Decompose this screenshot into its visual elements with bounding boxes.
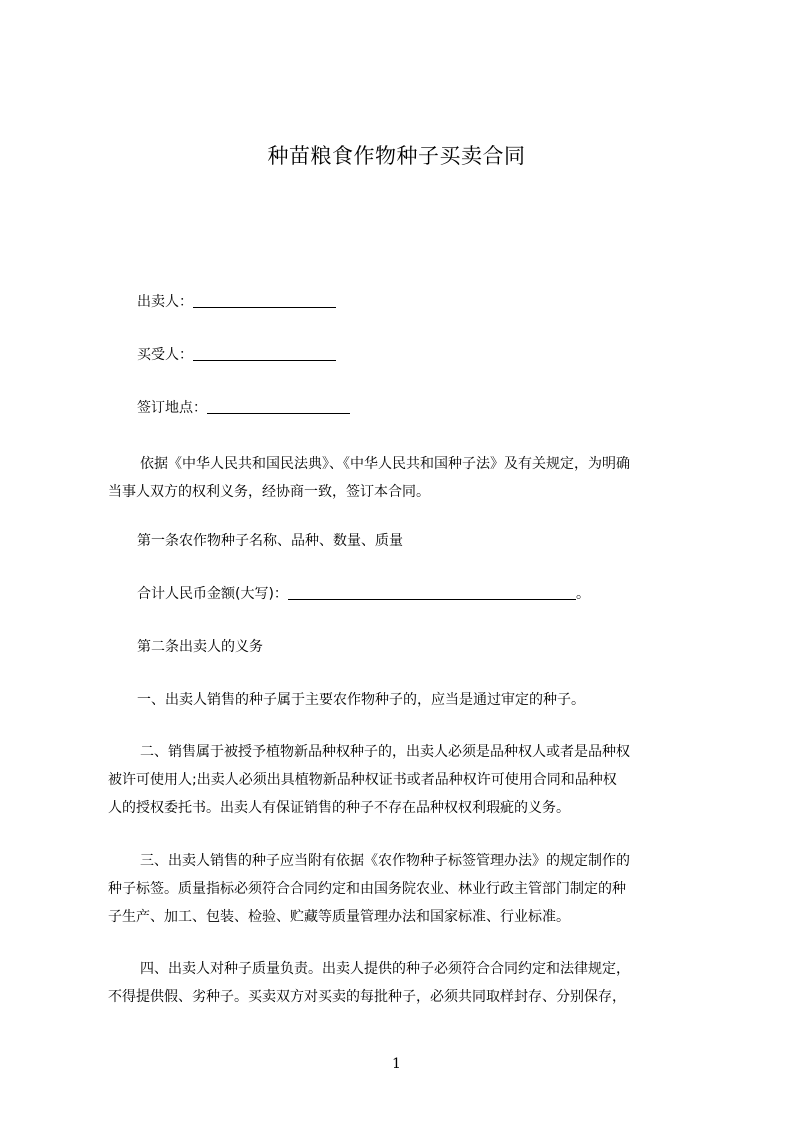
item-3-line-2: 种子标签。质量指标必须符合合同约定和由国务院农业、林业行政主管部门制定的种 — [108, 881, 626, 897]
article-2-item-3 — [108, 847, 688, 931]
intro-paragraph — [108, 450, 688, 506]
buyer-label: 买受人： — [137, 347, 193, 363]
seller-blank[interactable] — [193, 293, 336, 308]
item-3-line-3: 子生产、加工、包装、检验、贮藏等质量管理办法和国家标准、行业标准。 — [108, 909, 570, 925]
total-amount-end: 。 — [575, 586, 590, 602]
item-3-line-1: 三、出卖人销售的种子应当附有依据《农作物种子标签管理办法》的规定制作的 — [140, 853, 630, 869]
item-2-line-2: 被许可使用人;出卖人必须出具植物新品种权证书或者品种权许可使用合同和品种权 — [108, 772, 617, 788]
total-amount-blank[interactable] — [288, 585, 576, 600]
document-title: 种苗粮食作物种子买卖合同 — [267, 144, 526, 168]
buyer-blank[interactable] — [193, 346, 336, 361]
total-amount-field — [137, 584, 590, 604]
item-2-line-3: 人的授权委托书。出卖人有保证销售的种子不存在品种权权利瑕疵的义务。 — [108, 800, 570, 816]
intro-line-1: 依据《中华人民共和国民法典》、《中华人民共和国种子法》及有关规定，为明确 — [140, 456, 630, 472]
article-1-heading: 第一条农作物种子名称、品种、数量、质量 — [137, 533, 403, 549]
seller-field — [137, 292, 336, 312]
item-2-line-1: 二、销售属于被授予植物新品种权种子的，出卖人必须是品种权人或者是品种权 — [140, 744, 630, 760]
total-amount-label: 合计人民币金额(大写)： — [137, 586, 288, 602]
article-2-item-2 — [108, 738, 688, 822]
article-2-item-4 — [108, 955, 688, 1011]
page-number: 1 — [392, 1056, 401, 1072]
place-field — [137, 398, 350, 418]
place-blank[interactable] — [207, 399, 350, 414]
article-2-item-1: 一、出卖人销售的种子属于主要农作物种子的，应当是通过审定的种子。 — [137, 692, 585, 708]
place-label: 签订地点： — [137, 400, 207, 416]
item-4-line-1: 四、出卖人对种子质量负责。出卖人提供的种子必须符合合同约定和法律规定， — [140, 961, 630, 977]
item-4-line-2: 不得提供假、劣种子。买卖双方对买卖的每批种子，必须共同取样封存、分别保存， — [108, 989, 626, 1005]
intro-line-2: 当事人双方的权利义务，经协商一致，签订本合同。 — [108, 484, 430, 500]
article-2-heading: 第二条出卖人的义务 — [137, 639, 263, 655]
seller-label: 出卖人： — [137, 294, 193, 310]
buyer-field — [137, 345, 336, 365]
